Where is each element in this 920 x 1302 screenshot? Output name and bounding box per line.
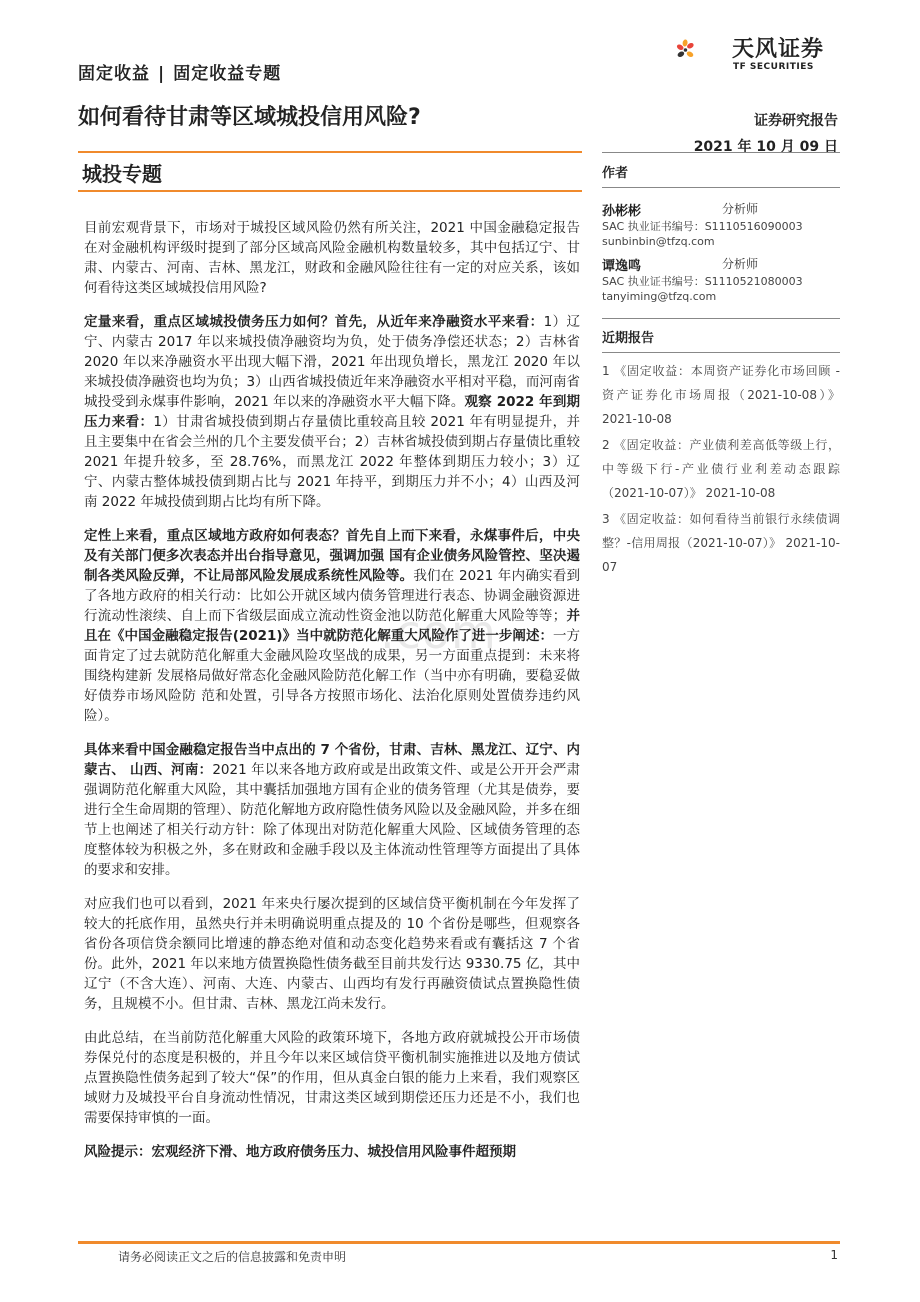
logo-text-en: TF SECURITIES — [733, 62, 814, 72]
divider — [78, 151, 582, 153]
paragraph: 定性上来看，重点区域地方政府如何表态？首先自上而下来看，永煤事件后，中央及有关部门便多次表态并出台指导意见，强调加强 国有企业债务风险管控、坚决遏制各类风险反弹，不让局部风险发展成系统性风险等。我们在 2021 年内确实看到了各地方政府的相关行动：比如公开就区域内债务管理进行表态、协调金融资源进行流动性滚续、自上而下省级层面成立流动性资金池以防范化解重大风险等等；并且在《中国金融稳定报告(2021)》当中就防范化解重大风险作了进一步阐述：一方面肯定了过去就防范化解重大金融风险攻坚战的成果，另一方面重点提到：未来将围绕构建新 发展格局做好常态化金融风险防范化解工作（当中亦有明确，要稳妥做好债券市场风险防 范和处置，引导各方按照市场化、法治化原则处置债券违约风险）。 — [84, 528, 581, 724]
author-card — [602, 200, 840, 249]
divider — [602, 318, 840, 319]
recent-report-item[interactable]: 3 《固定收益：如何看待当前银行永续债调整？-信用周报（2021-10-07）》 2021-10-07 — [602, 512, 840, 574]
report-type: 证券研究报告 — [754, 113, 838, 129]
authors-heading: 作者 — [602, 166, 629, 181]
recent-reports-list — [602, 359, 840, 579]
divider — [78, 190, 582, 192]
logo-text-cn: 天风证券 — [732, 37, 825, 62]
footer-disclaimer[interactable]: 请务必阅读正文之后的信息披露和免责申明 — [118, 1250, 347, 1264]
paragraph: 对应我们也可以看到，2021 年来央行屡次提到的区域信贷平衡机制在今年发挥了较大的托底作用，虽然央行并未明确说明重点提及的 10 个省份是哪些，但观察各省份各项信贷余额同比增速的静态绝对值和动态变化趋势来看或有囊括这 7 个省份。此外，2021 年以来地方债置换隐性债务截至目前共发行达 9330.75 亿，其中辽宁（不含大连）、河南、大连、内蒙古、山西均有发行再融资债试点置换隐性债务，且规模不小。但甘肃、吉林、黑龙江尚未发行。 — [84, 896, 580, 1012]
author-name: 孙彬彬 — [602, 204, 642, 219]
paragraph: 目前宏观背景下，市场对于城投区域风险仍然有所关注，2021 中国金融稳定报告在对金融机构评级时提到了部分区域高风险金融机构数量较多，其中包括辽宁、甘肃、内蒙古、河南、吉林、黑龙江，财政和金融风险往往有一定的对应关系，该如何看待这类区域城投信用风险? — [84, 220, 580, 296]
author-cert: SAC 执业证书编号：S1110516090003 — [602, 220, 803, 233]
recent-report-item[interactable]: 2 《固定收益：产业债利差高低等级上行，中等级下行-产业债行业利差动态跟踪（2021-10-07）》 2021-10-08 — [602, 438, 840, 500]
author-cert: SAC 执业证书编号：S1110521080003 — [602, 275, 803, 288]
paragraph: 由此总结，在当前防范化解重大风险的政策环境下，各地方政府就城投公开市场债券保兑付的态度是积极的，并且今年以来区域信贷平衡机制实施推进以及地方债试点置换隐性债务起到了较大“保”的作用，但从真金白银的能力上来看，我们观察区域财力及城投平台自身流动性情况，甘肃这类区域到期偿还压力还是不小，我们也需要保持审慎的一面。 — [84, 1030, 580, 1126]
author-role: 分析师 — [722, 257, 759, 271]
divider — [602, 352, 840, 353]
breadcrumb-separator: | — [158, 64, 166, 84]
author-role: 分析师 — [722, 202, 759, 216]
author-name: 谭逸鸣 — [602, 259, 642, 274]
author-email[interactable]: tanyiming@tfzq.com — [602, 290, 717, 303]
logo-petals — [676, 39, 695, 58]
page-number: 1 — [830, 1248, 838, 1262]
section-title: 城投专题 — [82, 162, 162, 186]
page-title: 如何看待甘肃等区域城投信用风险? — [78, 105, 421, 130]
divider — [602, 152, 840, 153]
category-breadcrumb — [78, 59, 281, 84]
risk-warning: 风险提示：宏观经济下滑、地方政府债务压力、城投信用风险事件超预期 — [84, 1144, 516, 1160]
recent-reports-heading: 近期报告 — [602, 331, 655, 346]
tf-securities-logo-icon — [676, 18, 732, 82]
footer-divider — [78, 1241, 840, 1244]
report-date: 2021 年 10 月 09 日 — [693, 139, 838, 155]
author-card — [602, 255, 840, 304]
author-email[interactable]: sunbinbin@tfzq.com — [602, 235, 715, 248]
category-primary: 固定收益 — [78, 64, 150, 84]
divider — [602, 187, 840, 188]
paragraph: 定量来看，重点区域城投债务压力如何？首先，从近年来净融资水平来看：1）辽宁、内蒙古 2017 年以来城投债净融资均为负，处于债务净偿还状态；2）吉林省 2020 年以来净融资水平出现大幅下滑，2021 年出现负增长，黑龙江 2020 年以来城投债净融资也均为负；3）山西省城投债近年来净融资水平相对平稳，而河南省城投受到永煤事件影响，2021 年以来的净融资水平大幅下降。观察 2022 年到期压力来看：1）甘肃省城投债到期占存量债比重较高且较 2021 年有明显提升，并且主要集中在省会兰州的几个主要发债平台；2）吉林省城投债到期占存量债比重较 2021 年提升较多，至 28.76%，而黑龙江 2022 年整体到期压力较小；3）辽宁、内蒙古整体城投债到期占比与 2021 年持平，到期压力并不小；4）山西及河南 2022 年城投债到期占比均有所下降。 — [84, 314, 581, 510]
watermark: .com — [380, 605, 497, 659]
main-content — [84, 218, 580, 1176]
category-secondary: 固定收益专题 — [173, 64, 282, 84]
recent-report-item[interactable]: 1 《固定收益：本周资产证券化市场回顾 - 资产证券化市场周报（2021-10-08）》 2021-10-08 — [602, 364, 840, 426]
sidebar — [602, 152, 840, 581]
paragraph: 具体来看中国金融稳定报告当中点出的 7 个省份，甘肃、吉林、黑龙江、辽宁、内蒙古、 山西、河南：2021 年以来各地方政府或是出政策文件、或是公开开会严肃强调防范化解重大风险，其中囊括加强地方国有企业的债务管理（尤其是债券，要进行全生命周期的管理）、防范化解地方政府隐性债务风险以及金融风险，并多在细节上也阐述了相关行动方针：除了体现出对防范化解重大风险、区域债务管理的态度整体较为积极之外，多在财政和金融手段以及主体流动性管理等方面提出了具体的要求和安排。 — [84, 742, 581, 878]
